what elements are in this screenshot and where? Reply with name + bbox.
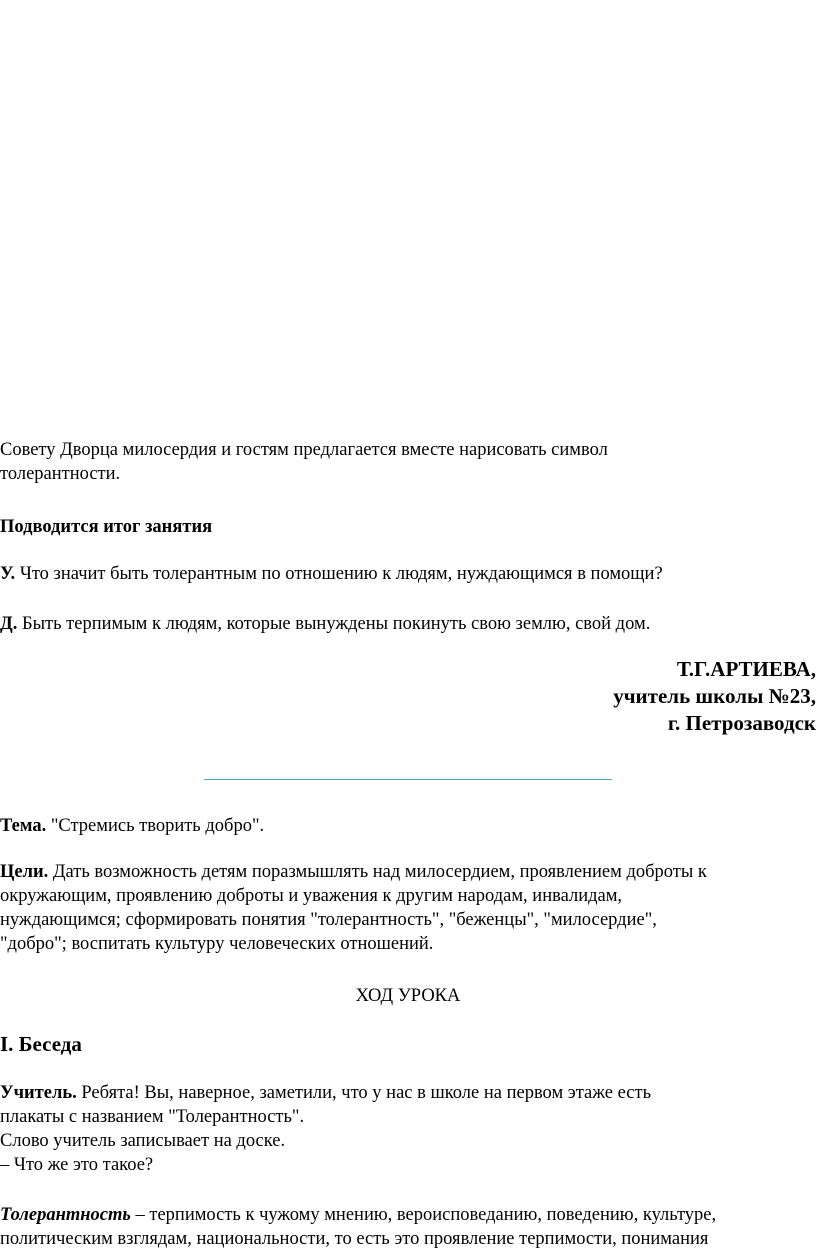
intro-paragraph (0, 438, 816, 486)
teacher-speech-line-4: – Что же это такое? (0, 1155, 154, 1175)
author-name: Т.Г.АРТИЕВА, (676, 657, 816, 681)
goals-label: Цели. (0, 862, 49, 882)
summary-heading: Подводится итог занятия (0, 517, 213, 537)
author-position: учитель школы №23, (613, 684, 816, 708)
intro-line-1: Совету Дворца милосердия и гостям предлагается вместе нарисовать символ (0, 440, 608, 460)
definition-text-1: – терпимость к чужому мнению, вероисповеданию, поведению, культуре, (130, 1205, 717, 1225)
goals-text-1: Дать возможность детям поразмышлять над милосердием, проявлением доброты к (48, 862, 707, 882)
teacher-question (0, 562, 816, 586)
intro-line-2: толерантности. (0, 464, 121, 484)
separator-line (204, 779, 612, 780)
definition-paragraph (0, 1203, 816, 1251)
goals-line-2: окружающим, проявлению доброты и уважения к другим народам, инвалидам, (0, 886, 623, 906)
teacher-speech-line-2: плакаты с названием "Толерантность". (0, 1107, 305, 1127)
teacher-speech (0, 1081, 816, 1177)
author-signature (0, 656, 816, 737)
definition-line-1 (0, 1203, 816, 1227)
teacher-speech-line-1 (0, 1081, 816, 1105)
teacher-speech-line-3: Слово учитель записывает на доске. (0, 1131, 286, 1151)
goals-paragraph (0, 860, 816, 956)
theme-line (0, 814, 816, 838)
theme-label: Тема. (0, 816, 47, 836)
goals-line-4: "добро"; воспитать культуру человеческих отношений. (0, 934, 434, 954)
goals-line-3: нуждающимся; сформировать понятия "толерантность", "беженцы", "милосердие", (0, 910, 657, 930)
teacher-label: Учитель. (0, 1083, 77, 1103)
section-title: I. Беседа (0, 1032, 82, 1056)
definition-line-2: политическим взглядам, национальности, то есть это проявление терпимости, понимания (0, 1229, 709, 1249)
lesson-heading: ХОД УРОКА (355, 986, 461, 1006)
child-answer (0, 612, 816, 636)
teacher-speech-text-1: Ребята! Вы, наверное, заметили, что у нас в школе на первом этаже есть (76, 1083, 652, 1103)
child-answer-text: Быть терпимым к людям, которые вынуждены покинуть свою землю, свой дом. (17, 614, 651, 634)
child-answer-label: Д. (0, 614, 18, 634)
definition-term: Толерантность (0, 1205, 131, 1225)
teacher-question-label: У. (0, 564, 16, 584)
teacher-question-text: Что значит быть толерантным по отношению к людям, нуждающимся в помощи? (15, 564, 663, 584)
author-city: г. Петрозаводск (667, 711, 816, 735)
theme-text: "Стремись творить добро". (46, 816, 265, 836)
goals-line-1 (0, 860, 816, 884)
